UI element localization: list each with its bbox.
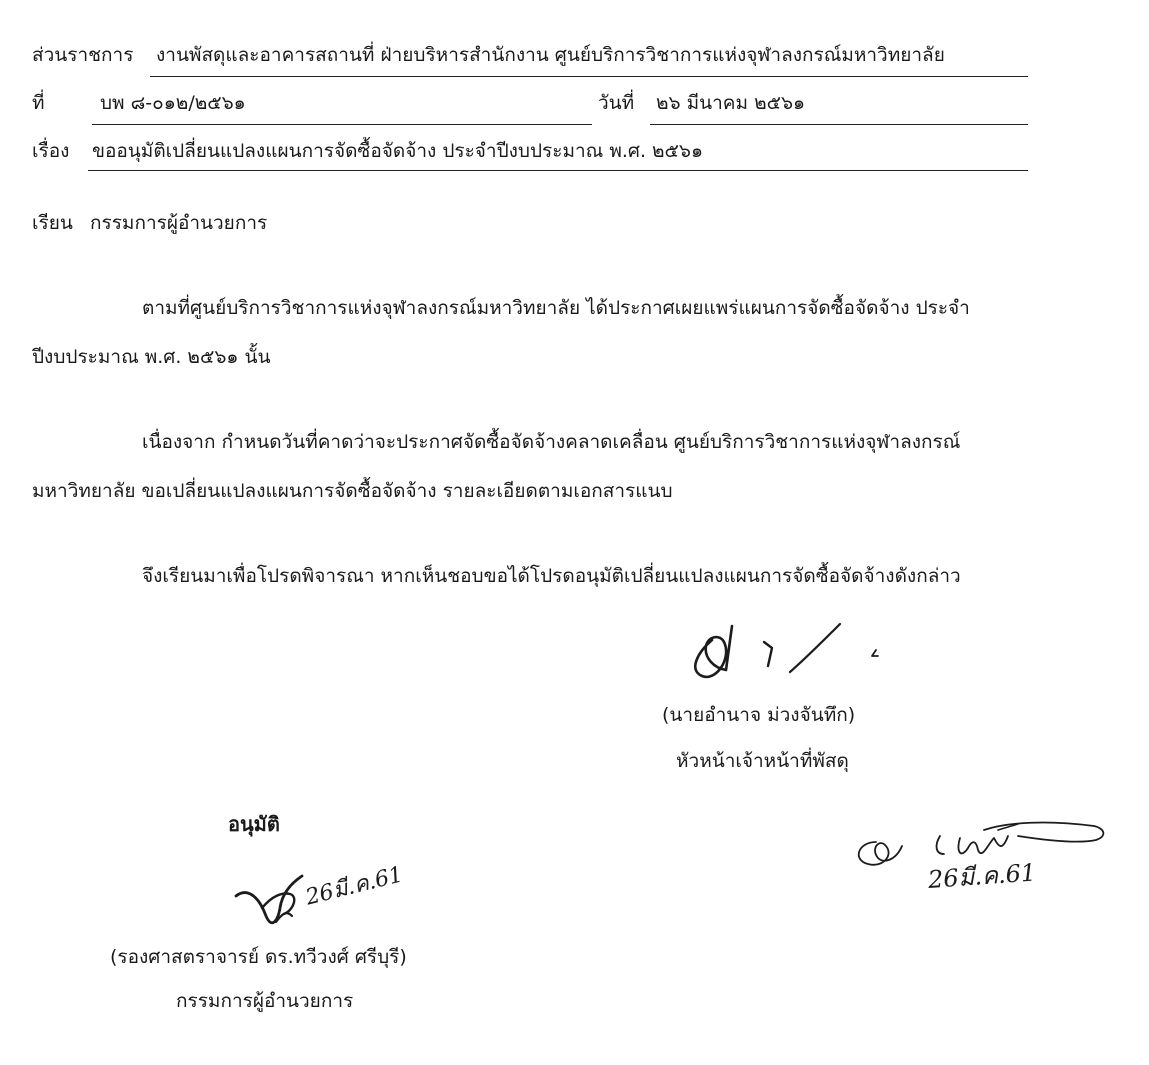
approval-label: อนุมัติ xyxy=(228,812,280,836)
para3-line1: จึงเรียนมาเพื่อโปรดพิจารณา หากเห็นชอบขอได้โปรดอนุมัติเปลี่ยนแปลงแผนการจัดซื้อจัดจ้างดังกล่าว xyxy=(142,565,961,587)
ref-underline xyxy=(92,124,592,125)
approval-handwritten-date: 26มี.ค.61 xyxy=(303,862,406,911)
salutation-value: กรรมการผู้อำนวยการ xyxy=(90,212,268,234)
ref-value: บพ ๘-๐๑๒/๒๕๖๑ xyxy=(100,92,246,114)
department-label: ส่วนราชการ xyxy=(32,44,134,66)
para2-line1: เนื่องจาก กำหนดวันที่คาดว่าจะประกาศจัดซื้อจัดจ้างคลาดเคลื่อน ศูนย์บริการวิชาการแห่งจุฬาลงกรณ์ xyxy=(142,431,961,453)
body-paragraph-2 xyxy=(32,418,1032,516)
ref-label: ที่ xyxy=(32,92,45,114)
body-paragraph-1 xyxy=(32,284,1032,382)
para1-line2: ปีงบประมาณ พ.ศ. ๒๕๖๑ นั้น xyxy=(32,346,271,368)
para2-line2: มหาวิทยาลัย ขอเปลี่ยนแปลงแผนการจัดซื้อจัดจ้าง รายละเอียดตามเอกสารแนบ xyxy=(32,480,673,502)
subject-label: เรื่อง xyxy=(32,140,70,162)
date-underline xyxy=(650,124,1028,125)
approver-position: กรรมการผู้อำนวยการ xyxy=(176,990,354,1012)
signatory-name: (นายอำนาจ ม่วงจันทึก) xyxy=(662,704,856,726)
para1-line1: ตามที่ศูนย์บริการวิชาการแห่งจุฬาลงกรณ์มหาวิทยาลัย ได้ประกาศเผยแพร่แผนการจัดซื้อจัดจ้าง ประจำ xyxy=(142,297,970,319)
annotation-handwritten-date: 26มี.ค.61 xyxy=(927,858,1037,894)
department-underline xyxy=(150,76,1028,77)
subject-value: ขออนุมัติเปลี่ยนแปลงแผนการจัดซื้อจัดจ้าง ประจำปีงบประมาณ พ.ศ. ๒๕๖๑ xyxy=(92,140,704,162)
subject-underline xyxy=(88,170,1028,171)
signatory-position: หัวหน้าเจ้าหน้าที่พัสดุ xyxy=(676,750,849,772)
date-label: วันที่ xyxy=(598,92,635,114)
date-value: ๒๖ มีนาคม ๒๕๖๑ xyxy=(656,92,806,114)
approver-name: (รองศาสตราจารย์ ดร.ทวีวงศ์ ศรีบุรี) xyxy=(110,946,407,968)
department-value: งานพัสดุและอาคารสถานที่ ฝ่ายบริหารสำนักงาน ศูนย์บริการวิชาการแห่งจุฬาลงกรณ์มหาวิทยาลัย xyxy=(156,44,945,66)
body-paragraph-3 xyxy=(32,552,1032,601)
salutation-label: เรียน xyxy=(32,212,73,234)
signature-supply-chief xyxy=(680,612,900,692)
